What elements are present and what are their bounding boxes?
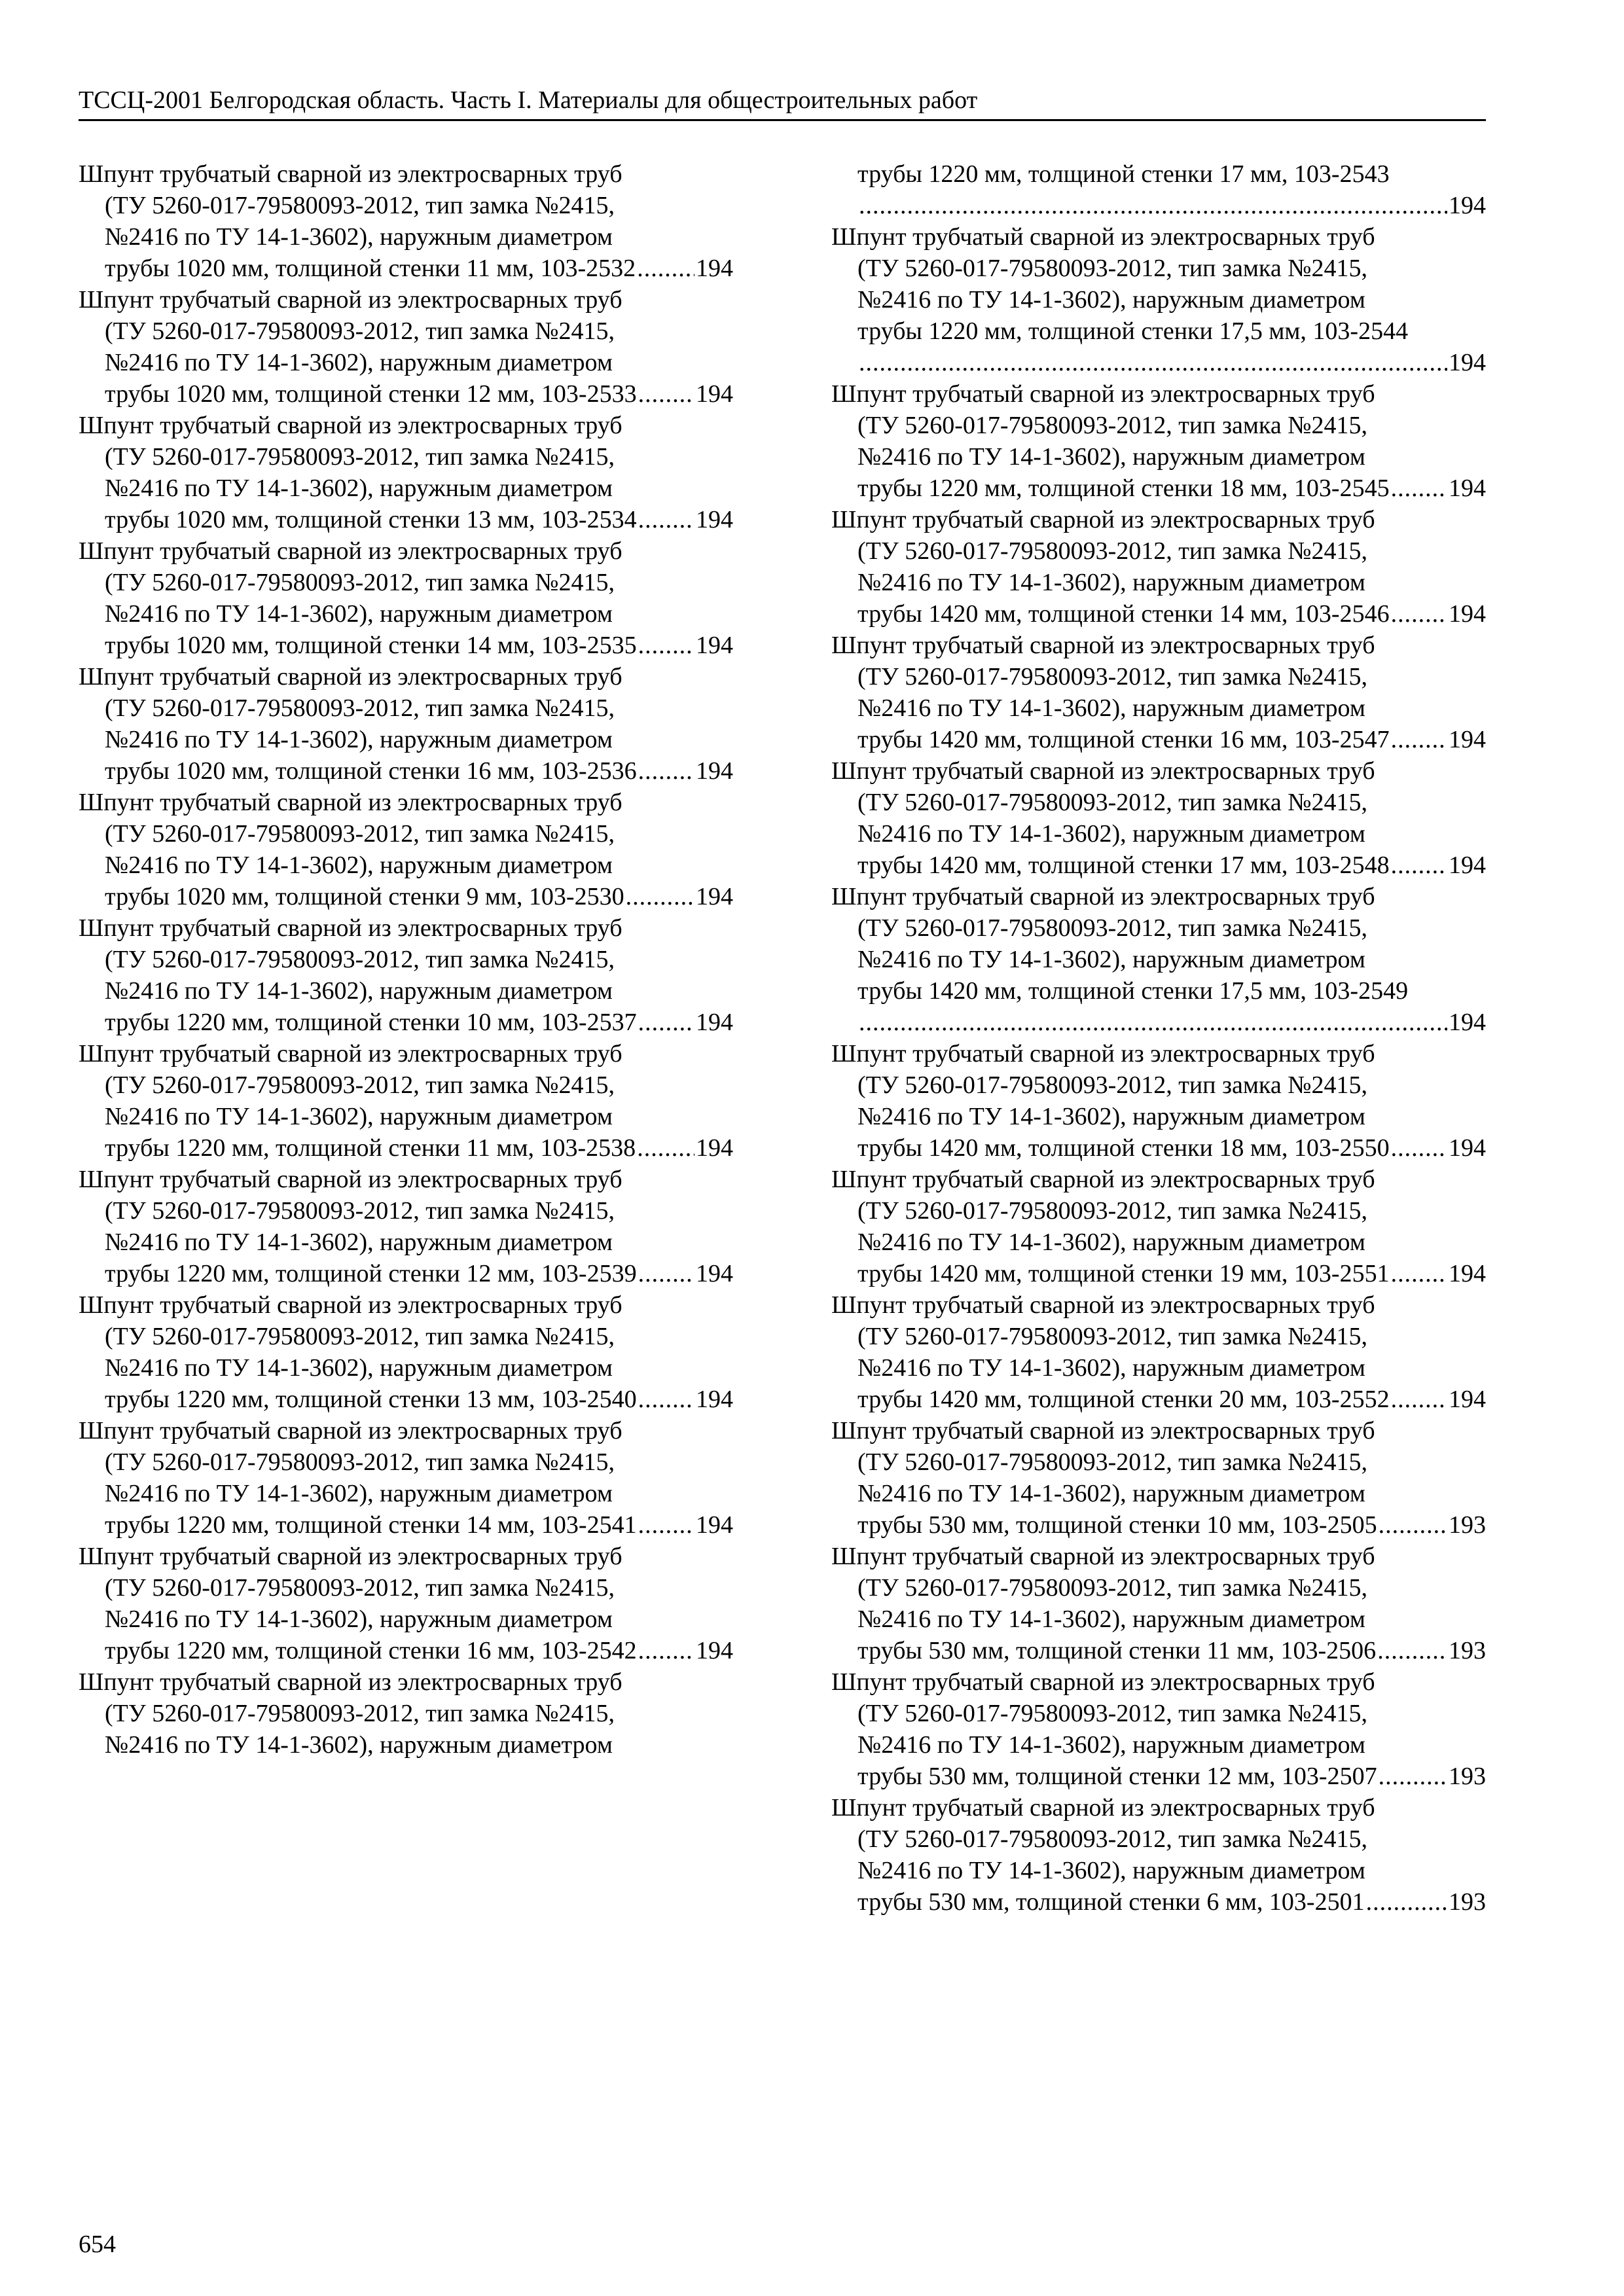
dot-leader [1391, 850, 1447, 881]
entry-page-number: 193 [1449, 1637, 1486, 1664]
index-entry [79, 535, 733, 661]
entry-text-line: трубы 530 мм, толщиной стенки 6 мм, 103-2501 [857, 1888, 1365, 1916]
entry-text-line: №2416 по ТУ 14-1-3602), наружным диаметром [105, 977, 613, 1005]
entry-text-line: (ТУ 5260-017-79580093-2012, тип замка №2415, [857, 1825, 1367, 1853]
entry-text-line: (ТУ 5260-017-79580093-2012, тип замка №2415, [105, 1323, 615, 1350]
index-entry [79, 1541, 733, 1666]
entry-text-line: трубы 1420 мм, толщиной стенки 19 мм, 103-2551 [857, 1260, 1390, 1287]
entry-title-line: Шпунт трубчатый сварной из электросварных труб [831, 1668, 1375, 1696]
entry-title-line: Шпунт трубчатый сварной из электросварных труб [831, 223, 1375, 251]
entry-last-line [831, 1258, 1486, 1289]
entry-last-line [831, 473, 1486, 504]
page-number: 654 [79, 2231, 116, 2258]
index-entry [79, 284, 733, 410]
entry-last-line [831, 724, 1486, 755]
entry-text-line: №2416 по ТУ 14-1-3602), наружным диаметром [105, 1354, 613, 1382]
entry-text-line: (ТУ 5260-017-79580093-2012, тип замка №2415, [857, 1071, 1367, 1099]
entry-text-line: (ТУ 5260-017-79580093-2012, тип замка №2415, [105, 569, 615, 596]
entry-text-line: №2416 по ТУ 14-1-3602), наружным диаметром [857, 1731, 1365, 1759]
entry-text-line: трубы 1020 мм, толщиной стенки 11 мм, 103-2532 [105, 255, 636, 282]
dot-leader [637, 253, 695, 284]
entry-page-number: 194 [696, 1260, 733, 1287]
entry-page-number: 194 [1449, 1134, 1486, 1162]
entry-page-number: 194 [1449, 192, 1486, 219]
entry-title-line: Шпунт трубчатый сварной из электросварных труб [831, 1417, 1375, 1444]
entry-page-number: 194 [696, 1134, 733, 1162]
dot-leader [638, 1635, 695, 1666]
entry-text-line: (ТУ 5260-017-79580093-2012, тип замка №2415, [105, 1197, 615, 1225]
entry-last-line [831, 1384, 1486, 1415]
entry-text-line: №2416 по ТУ 14-1-3602), наружным диаметром [857, 1480, 1365, 1507]
dot-leader [1391, 473, 1447, 504]
entry-text-line: №2416 по ТУ 14-1-3602), наружным диаметром [105, 726, 613, 753]
entry-title-line: Шпунт трубчатый сварной из электросварных труб [831, 506, 1375, 533]
entry-last-line [79, 1509, 733, 1541]
entry-text-line: трубы 1220 мм, толщиной стенки 16 мм, 103-2542 [105, 1637, 637, 1664]
entry-text-line: (ТУ 5260-017-79580093-2012, тип замка №2415, [105, 317, 615, 345]
index-entry [79, 912, 733, 1038]
entry-page-number: 194 [696, 1386, 733, 1413]
dot-leader [637, 1132, 695, 1164]
entry-text-line: №2416 по ТУ 14-1-3602), наружным диаметром [857, 1605, 1365, 1633]
entry-page-number: 194 [1449, 475, 1486, 502]
entry-text-line: (ТУ 5260-017-79580093-2012, тип замка №2415, [857, 412, 1367, 439]
entry-text-line: (ТУ 5260-017-79580093-2012, тип замка №2415, [857, 1448, 1367, 1476]
entry-text-line: (ТУ 5260-017-79580093-2012, тип замка №2415, [105, 1700, 615, 1727]
index-entry [79, 1289, 733, 1415]
entry-text-line: трубы 530 мм, толщиной стенки 11 мм, 103-2506 [857, 1637, 1377, 1664]
entry-text-line: №2416 по ТУ 14-1-3602), наружным диаметром [105, 475, 613, 502]
dot-leader [638, 378, 695, 410]
entry-text-line: (ТУ 5260-017-79580093-2012, тип замка №2415, [857, 537, 1367, 565]
index-entry [79, 1415, 733, 1541]
index-entry [831, 1289, 1486, 1415]
dot-leader [1391, 724, 1447, 755]
entry-text-line: №2416 по ТУ 14-1-3602), наружным диаметром [105, 349, 613, 376]
entry-page-number: 194 [696, 506, 733, 533]
dot-leader [638, 504, 695, 535]
entry-text-line: трубы 1420 мм, толщиной стенки 17 мм, 103-2548 [857, 852, 1390, 879]
entry-text-line: трубы 1020 мм, толщиной стенки 16 мм, 103-2536 [105, 757, 637, 785]
entry-text-line: трубы 1220 мм, толщиной стенки 14 мм, 103-2541 [105, 1511, 637, 1539]
dot-leader [1391, 1258, 1447, 1289]
entry-text-line: трубы 1020 мм, толщиной стенки 14 мм, 103-2535 [105, 632, 637, 659]
dot-leader [859, 190, 1447, 221]
entry-title-line: Шпунт трубчатый сварной из электросварных труб [831, 1291, 1375, 1319]
entry-title-line: Шпунт трубчатый сварной из электросварных труб [79, 412, 623, 439]
entry-last-line [79, 1258, 733, 1289]
entry-text-line: трубы 530 мм, толщиной стенки 12 мм, 103-2507 [857, 1763, 1377, 1790]
entry-title-line: Шпунт трубчатый сварной из электросварных труб [79, 914, 623, 942]
entry-leader-line [831, 1007, 1486, 1038]
entry-last-line [79, 378, 733, 410]
entry-text-line: №2416 по ТУ 14-1-3602), наружным диаметром [857, 946, 1365, 973]
entry-title-line: Шпунт трубчатый сварной из электросварных труб [79, 1417, 623, 1444]
entry-text-line: (ТУ 5260-017-79580093-2012, тип замка №2415, [105, 1574, 615, 1602]
header-divider [79, 119, 1486, 121]
entry-page-number: 194 [1449, 726, 1486, 753]
entry-text-line: (ТУ 5260-017-79580093-2012, тип замка №2415, [857, 1197, 1367, 1225]
index-column-right [831, 158, 1486, 1918]
entry-text-line: (ТУ 5260-017-79580093-2012, тип замка №2415, [857, 1323, 1367, 1350]
entry-last-line [79, 881, 733, 912]
entry-text-line: трубы 1220 мм, толщиной стенки 17 мм, 103-2543 [857, 160, 1390, 188]
entry-text-line: (ТУ 5260-017-79580093-2012, тип замка №2415, [105, 1448, 615, 1476]
entry-title-line: Шпунт трубчатый сварной из электросварных труб [831, 757, 1375, 785]
entry-last-line [79, 253, 733, 284]
dot-leader [638, 1007, 695, 1038]
dot-leader [1379, 1761, 1447, 1792]
dot-leader [859, 1007, 1447, 1038]
entry-text-line: трубы 1220 мм, толщиной стенки 10 мм, 103-2537 [105, 1009, 637, 1036]
entry-text-line: №2416 по ТУ 14-1-3602), наружным диаметром [857, 569, 1365, 596]
entry-title-line: Шпунт трубчатый сварной из электросварных труб [831, 632, 1375, 659]
entry-title-line: Шпунт трубчатый сварной из электросварных труб [79, 537, 623, 565]
entry-text-line: №2416 по ТУ 14-1-3602), наружным диаметром [105, 1229, 613, 1256]
entry-text-line: №2416 по ТУ 14-1-3602), наружным диаметром [105, 1731, 613, 1759]
entry-last-line [79, 504, 733, 535]
entry-title-line: Шпунт трубчатый сварной из электросварных труб [79, 663, 623, 691]
dot-leader [1391, 1384, 1447, 1415]
index-entry [831, 158, 1486, 221]
entry-leader-line [831, 190, 1486, 221]
entry-page-number: 193 [1449, 1888, 1486, 1916]
entry-text-line: (ТУ 5260-017-79580093-2012, тип замка №2415, [857, 789, 1367, 816]
dot-leader [638, 1509, 695, 1541]
entry-text-line: (ТУ 5260-017-79580093-2012, тип замка №2415, [857, 255, 1367, 282]
entry-page-number: 194 [696, 1009, 733, 1036]
entry-page-number: 194 [696, 255, 733, 282]
index-entry [831, 755, 1486, 881]
entry-title-line: Шпунт трубчатый сварной из электросварных труб [79, 1166, 623, 1193]
entry-last-line [831, 850, 1486, 881]
index-entry [831, 1038, 1486, 1164]
entry-title-line: Шпунт трубчатый сварной из электросварных труб [79, 1040, 623, 1067]
entry-title-line: Шпунт трубчатый сварной из электросварных труб [79, 1668, 623, 1696]
entry-text-line: (ТУ 5260-017-79580093-2012, тип замка №2415, [105, 946, 615, 973]
entry-leader-line [831, 347, 1486, 378]
dot-leader [626, 881, 695, 912]
entry-text-line: (ТУ 5260-017-79580093-2012, тип замка №2415, [105, 1071, 615, 1099]
entry-title-line: Шпунт трубчатый сварной из электросварных труб [831, 1166, 1375, 1193]
entry-page-number: 193 [1449, 1511, 1486, 1539]
entry-text-line: №2416 по ТУ 14-1-3602), наружным диаметром [857, 286, 1365, 314]
entry-last-line [79, 630, 733, 661]
entry-text-line: трубы 1020 мм, толщиной стенки 12 мм, 103-2533 [105, 380, 637, 408]
entry-text-line: №2416 по ТУ 14-1-3602), наружным диаметром [105, 1103, 613, 1130]
entry-text-line: трубы 1220 мм, толщиной стенки 11 мм, 103-2538 [105, 1134, 636, 1162]
dot-leader [1391, 598, 1447, 630]
index-entry [831, 1541, 1486, 1666]
dot-leader [638, 1384, 695, 1415]
entry-page-number: 194 [1449, 349, 1486, 376]
dot-leader [638, 755, 695, 787]
entry-title-line: Шпунт трубчатый сварной из электросварных труб [79, 1543, 623, 1570]
entry-page-number: 194 [696, 883, 733, 910]
entry-text-line: №2416 по ТУ 14-1-3602), наружным диаметром [857, 1857, 1365, 1884]
index-entry [831, 881, 1486, 1038]
index-entry [79, 787, 733, 912]
entry-text-line: (ТУ 5260-017-79580093-2012, тип замка №2415, [857, 663, 1367, 691]
index-entry [79, 1164, 733, 1289]
index-entry [831, 630, 1486, 755]
entry-last-line [831, 1761, 1486, 1792]
index-entry [831, 378, 1486, 504]
index-entry [831, 1666, 1486, 1792]
dot-leader [1379, 1509, 1447, 1541]
entry-text-line: трубы 1420 мм, толщиной стенки 16 мм, 103-2547 [857, 726, 1390, 753]
entry-text-line: №2416 по ТУ 14-1-3602), наружным диаметром [105, 223, 613, 251]
entry-text-line: трубы 1220 мм, толщиной стенки 18 мм, 103-2545 [857, 475, 1390, 502]
entry-title-line: Шпунт трубчатый сварной из электросварных труб [79, 286, 623, 314]
dot-leader [859, 347, 1447, 378]
entry-text-line: №2416 по ТУ 14-1-3602), наружным диаметром [857, 1354, 1365, 1382]
entry-text-line: трубы 1020 мм, толщиной стенки 13 мм, 103-2534 [105, 506, 637, 533]
index-entry [831, 1415, 1486, 1541]
entry-text-line: (ТУ 5260-017-79580093-2012, тип замка №2415, [857, 1700, 1367, 1727]
entry-title-line: Шпунт трубчатый сварной из электросварных труб [79, 1291, 623, 1319]
index-entry [79, 1666, 733, 1761]
dot-leader [1391, 1132, 1447, 1164]
entry-page-number: 193 [1449, 1763, 1486, 1790]
entry-title-line: Шпунт трубчатый сварной из электросварных труб [79, 789, 623, 816]
entry-page-number: 194 [696, 1511, 733, 1539]
entry-text-line: трубы 530 мм, толщиной стенки 10 мм, 103-2505 [857, 1511, 1377, 1539]
index-entry [831, 504, 1486, 630]
index-column-left [79, 158, 733, 1761]
entry-text-line: №2416 по ТУ 14-1-3602), наружным диаметром [857, 443, 1365, 471]
entry-text-line: (ТУ 5260-017-79580093-2012, тип замка №2415, [857, 914, 1367, 942]
entry-last-line [79, 1384, 733, 1415]
entry-text-line: трубы 1220 мм, толщиной стенки 17,5 мм, 103-2544 [857, 317, 1409, 345]
entry-last-line [79, 1635, 733, 1666]
entry-last-line [79, 1007, 733, 1038]
entry-text-line: трубы 1420 мм, толщиной стенки 17,5 мм, 103-2549 [857, 977, 1409, 1005]
entry-text-line: №2416 по ТУ 14-1-3602), наружным диаметром [857, 820, 1365, 848]
dot-leader [1366, 1886, 1447, 1918]
entry-text-line: №2416 по ТУ 14-1-3602), наружным диаметром [105, 1605, 613, 1633]
entry-text-line: №2416 по ТУ 14-1-3602), наружным диаметром [105, 1480, 613, 1507]
entry-text-line: (ТУ 5260-017-79580093-2012, тип замка №2415, [105, 443, 615, 471]
running-header: ТССЦ-2001 Белгородская область. Часть I. Материалы для общестроительных работ [79, 86, 978, 114]
index-entry [831, 1164, 1486, 1289]
entry-text-line: трубы 1420 мм, толщиной стенки 20 мм, 103-2552 [857, 1386, 1390, 1413]
entry-text-line: №2416 по ТУ 14-1-3602), наружным диаметром [857, 1229, 1365, 1256]
entry-text-line: №2416 по ТУ 14-1-3602), наружным диаметром [105, 852, 613, 879]
index-entry [831, 1792, 1486, 1918]
index-entry [79, 158, 733, 284]
entry-page-number: 194 [696, 1637, 733, 1664]
entry-page-number: 194 [1449, 1009, 1486, 1036]
entry-text-line: трубы 1420 мм, толщиной стенки 18 мм, 103-2550 [857, 1134, 1390, 1162]
entry-last-line [831, 1509, 1486, 1541]
index-entry [79, 410, 733, 535]
entry-text-line: трубы 1220 мм, толщиной стенки 13 мм, 103-2540 [105, 1386, 637, 1413]
entry-text-line: №2416 по ТУ 14-1-3602), наружным диаметром [857, 694, 1365, 722]
index-entry [831, 221, 1486, 378]
entry-last-line [79, 755, 733, 787]
entry-text-line: №2416 по ТУ 14-1-3602), наружным диаметром [105, 600, 613, 628]
entry-text-line: (ТУ 5260-017-79580093-2012, тип замка №2415, [105, 820, 615, 848]
dot-leader [1377, 1635, 1447, 1666]
index-entry [79, 661, 733, 787]
entry-last-line [79, 1132, 733, 1164]
entry-title-line: Шпунт трубчатый сварной из электросварных труб [831, 883, 1375, 910]
entry-title-line: Шпунт трубчатый сварной из электросварных труб [79, 160, 623, 188]
entry-page-number: 194 [696, 632, 733, 659]
entry-text-line: (ТУ 5260-017-79580093-2012, тип замка №2415, [105, 694, 615, 722]
entry-title-line: Шпунт трубчатый сварной из электросварных труб [831, 1794, 1375, 1821]
entry-title-line: Шпунт трубчатый сварной из электросварных труб [831, 380, 1375, 408]
entry-last-line [831, 1886, 1486, 1918]
entry-page-number: 194 [696, 757, 733, 785]
dot-leader [638, 1258, 695, 1289]
index-entry [79, 1038, 733, 1164]
entry-last-line [831, 1635, 1486, 1666]
entry-page-number: 194 [696, 380, 733, 408]
entry-text-line: (ТУ 5260-017-79580093-2012, тип замка №2415, [105, 192, 615, 219]
entry-text-line: (ТУ 5260-017-79580093-2012, тип замка №2415, [857, 1574, 1367, 1602]
entry-text-line: трубы 1220 мм, толщиной стенки 12 мм, 103-2539 [105, 1260, 637, 1287]
entry-page-number: 194 [1449, 600, 1486, 628]
dot-leader [638, 630, 695, 661]
entry-page-number: 194 [1449, 1386, 1486, 1413]
entry-text-line: трубы 1020 мм, толщиной стенки 9 мм, 103-2530 [105, 883, 624, 910]
entry-text-line: трубы 1420 мм, толщиной стенки 14 мм, 103-2546 [857, 600, 1390, 628]
entry-last-line [831, 1132, 1486, 1164]
entry-last-line [831, 598, 1486, 630]
entry-text-line: №2416 по ТУ 14-1-3602), наружным диаметром [857, 1103, 1365, 1130]
entry-page-number: 194 [1449, 852, 1486, 879]
entry-title-line: Шпунт трубчатый сварной из электросварных труб [831, 1543, 1375, 1570]
entry-title-line: Шпунт трубчатый сварной из электросварных труб [831, 1040, 1375, 1067]
entry-page-number: 194 [1449, 1260, 1486, 1287]
